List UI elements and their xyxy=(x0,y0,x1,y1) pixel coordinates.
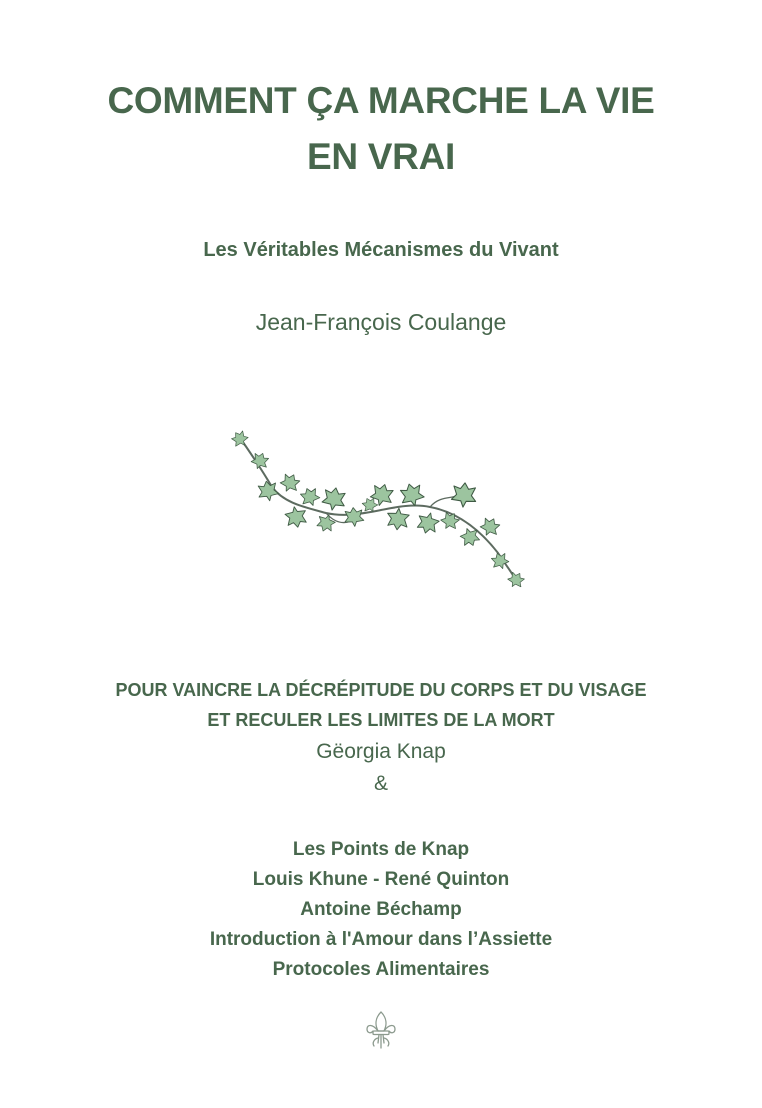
ampersand: & xyxy=(373,772,388,795)
ivy-leaf-icon xyxy=(415,510,440,535)
topic-item: Protocoles Alimentaires xyxy=(272,959,490,980)
title-line-2: EN VRAI xyxy=(307,136,455,177)
topic-item: Introduction à l'Amour dans l’Assiette xyxy=(209,929,553,950)
topic-item: Antoine Béchamp xyxy=(300,899,462,920)
tagline-line-1: POUR VAINCRE LA DÉCRÉPITUDE DU CORPS ET DU VISAGE xyxy=(115,680,647,700)
ivy-leaf-icon xyxy=(451,482,477,508)
ivy-leaf-icon xyxy=(315,512,337,534)
ivy-leaf-icon xyxy=(344,507,364,527)
ivy-leaf-icon xyxy=(458,525,481,548)
title-line-1: COMMENT ÇA MARCHE LA VIE xyxy=(107,80,655,121)
fleur-de-lis-icon xyxy=(364,1010,398,1052)
subtitle: Les Véritables Mécanismes du Vivant xyxy=(203,239,559,261)
ivy-vine-icon xyxy=(222,425,534,595)
topics-list xyxy=(0,835,762,985)
ivy-leaf-icon xyxy=(386,507,409,530)
ivy-leaf-icon xyxy=(229,428,250,449)
topic-item: Les Points de Knap xyxy=(292,839,470,860)
ivy-leaf-icon xyxy=(321,486,347,512)
ivy-leaf-icon xyxy=(284,505,308,529)
ivy-leaf-icon xyxy=(278,471,302,495)
topic-item: Louis Khune - René Quinton xyxy=(252,869,510,890)
ivy-leaf-icon xyxy=(506,570,527,591)
tagline-line-2: ET RECULER LES LIMITES DE LA MORT xyxy=(207,710,555,730)
coauthor-name: Gëorgia Knap xyxy=(316,740,446,763)
author-name: Jean-François Coulange xyxy=(255,309,507,335)
